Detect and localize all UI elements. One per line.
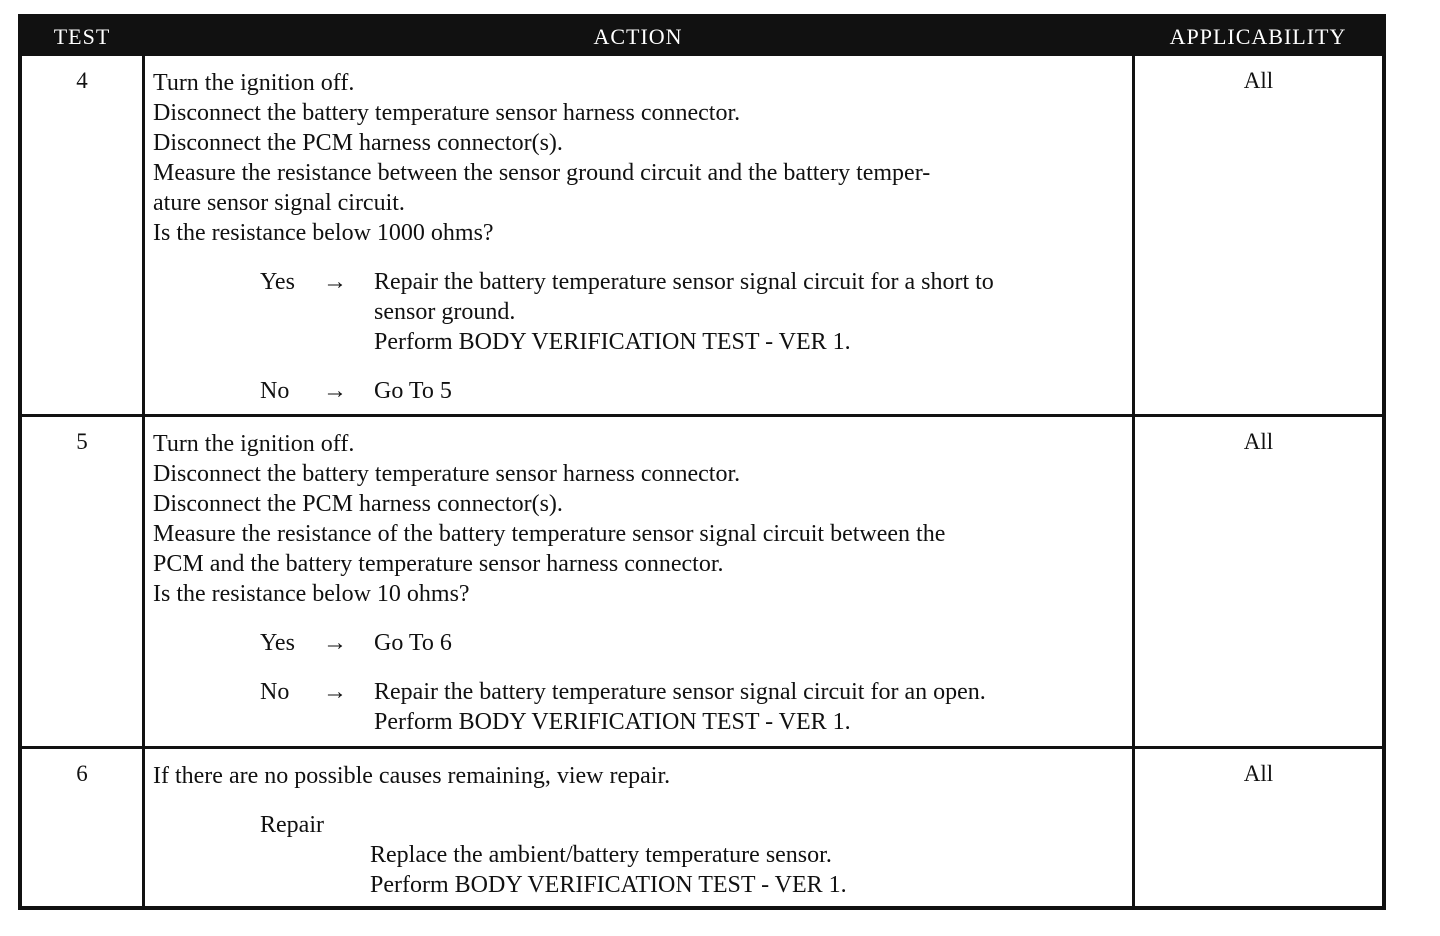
- no-label: No: [260, 679, 290, 705]
- no-verification: Perform BODY VERIFICATION TEST - VER 1.: [374, 709, 851, 735]
- yes-answer: [153, 628, 1133, 658]
- yes-label: Yes: [260, 630, 295, 656]
- repair-label: Repair: [260, 812, 324, 838]
- repair-verification: Perform BODY VERIFICATION TEST - VER 1.: [370, 872, 847, 898]
- step-line: Turn the ignition off.: [153, 431, 355, 457]
- yes-verification: Perform BODY VERIFICATION TEST - VER 1.: [374, 329, 851, 355]
- header-applicability: APPLICABILITY: [1169, 24, 1347, 49]
- question-line: Is the resistance below 1000 ohms?: [153, 220, 494, 246]
- applicability-cell: All: [1243, 429, 1274, 454]
- step-line: Disconnect the battery temperature sensor harness connector.: [153, 100, 741, 126]
- repair-instruction: Replace the ambient/battery temperature sensor.: [370, 842, 832, 868]
- step-line: Measure the resistance of the battery temperature sensor signal circuit between the: [153, 521, 946, 547]
- yes-result: Go To 6: [374, 630, 452, 656]
- column-divider: [1132, 56, 1135, 910]
- header-test: TEST: [53, 24, 111, 49]
- step-line: ature sensor signal circuit.: [153, 190, 405, 216]
- right-arrow-icon: →: [323, 679, 347, 705]
- table-row-test-5: [22, 417, 1382, 749]
- no-label: No: [260, 378, 290, 404]
- right-arrow-icon: →: [323, 378, 347, 404]
- step-line: Measure the resistance between the sensor ground circuit and the battery temper-: [153, 160, 931, 186]
- right-arrow-icon: →: [323, 630, 347, 656]
- step-line: Disconnect the battery temperature sensor harness connector.: [153, 461, 741, 487]
- applicability-cell: All: [1243, 761, 1274, 786]
- table-header: [22, 18, 1382, 56]
- yes-label: Yes: [260, 269, 295, 295]
- no-result: Repair the battery temperature sensor signal circuit for an open.: [374, 679, 986, 705]
- action-cell: [153, 761, 1133, 900]
- step-line: Disconnect the PCM harness connector(s).: [153, 130, 563, 156]
- diagnostic-test-table: [18, 14, 1386, 910]
- table-row-test-4: [22, 56, 1382, 417]
- yes-answer: [153, 267, 1133, 297]
- table-row-test-6: [22, 749, 1382, 910]
- test-number: 4: [76, 68, 88, 93]
- test-number: 5: [76, 429, 88, 454]
- step-line: Disconnect the PCM harness connector(s).: [153, 491, 563, 517]
- yes-result: Repair the battery temperature sensor signal circuit for a short to: [374, 269, 994, 295]
- no-answer: [153, 677, 1133, 707]
- action-cell: [153, 68, 1133, 406]
- right-arrow-icon: →: [323, 269, 347, 295]
- step-line: PCM and the battery temperature sensor harness connector.: [153, 551, 724, 577]
- no-result: Go To 5: [374, 378, 452, 404]
- question-line: Is the resistance below 10 ohms?: [153, 581, 470, 607]
- test-number: 6: [76, 761, 88, 786]
- yes-result-cont: sensor ground.: [374, 299, 516, 325]
- applicability-cell: All: [1243, 68, 1274, 93]
- step-line: If there are no possible causes remaining, view repair.: [153, 763, 671, 789]
- action-cell: [153, 429, 1133, 737]
- step-line: Turn the ignition off.: [153, 70, 355, 96]
- no-answer: [153, 376, 1133, 406]
- header-action: ACTION: [593, 24, 683, 49]
- column-divider: [142, 56, 145, 910]
